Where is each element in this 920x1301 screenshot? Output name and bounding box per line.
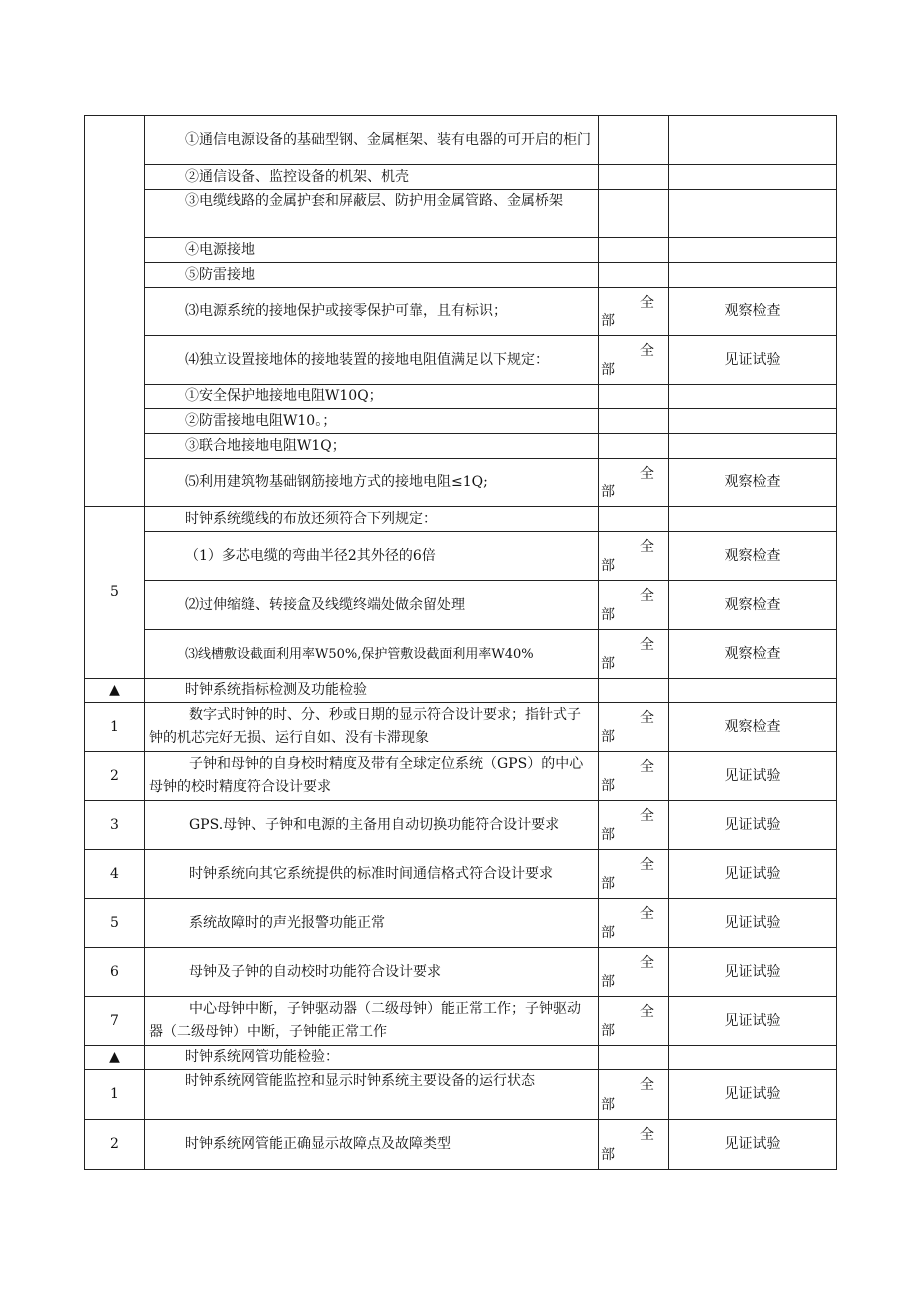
scope-cell [599,1070,669,1120]
scope-cell [599,336,669,385]
table-row [85,532,837,581]
item-number-cell: 2 [85,1120,145,1170]
table-row [85,752,837,801]
scope-bottom: 部 [601,778,615,794]
scope-bottom: 部 [601,876,615,892]
table-row [85,997,837,1046]
table-row [85,1120,837,1170]
scope-bottom: 部 [601,558,615,574]
scope-bottom: 部 [601,313,615,329]
method-cell: 见证试验 [669,997,837,1046]
table-row [85,409,837,434]
method-cell: 见证试验 [669,336,837,385]
item-description: ⑶线槽敷设截面利用率W50%,保护管敷设截面利用率W40% [145,630,599,679]
method-cell [669,238,837,263]
method-cell: 见证试验 [669,1120,837,1170]
scope-cell [599,409,669,434]
method-cell [669,385,837,409]
scope-cell [599,948,669,997]
section-marker: ▲ [85,1046,145,1070]
scope-top: 全 [640,710,654,726]
scope-cell [599,459,669,507]
scope-bottom: 部 [601,484,615,500]
scope-cell [599,997,669,1046]
scope-cell [599,679,669,703]
scope-cell [599,190,669,238]
method-cell: 见证试验 [669,752,837,801]
scope-cell [599,263,669,288]
method-cell [669,116,837,165]
scope-bottom: 部 [601,362,615,378]
scope-cell [599,899,669,948]
table-row [85,459,837,507]
item-description: GPS.母钟、子钟和电源的主备用自动切换功能符合设计要求 [145,801,599,850]
scope-top: 全 [640,955,654,971]
scope-bottom: 部 [601,827,615,843]
item-number-cell: 5 [85,899,145,948]
method-cell [669,679,837,703]
item-description: 时钟系统向其它系统提供的标准时间通信格式符合设计要求 [145,850,599,899]
item-description: 母钟及子钟的自动校时功能符合设计要求 [145,948,599,997]
table-row [85,263,837,288]
method-cell [669,1046,837,1070]
scope-cell [599,850,669,899]
table-row [85,190,837,238]
item-number-cell: 1 [85,703,145,752]
method-cell [669,190,837,238]
item-description: ⑵过伸缩缝、转接盒及线缆终端处做余留处理 [145,581,599,630]
item-number-cell: 1 [85,1070,145,1120]
item-number-cell [85,116,145,507]
section-marker: ▲ [85,679,145,703]
method-cell: 见证试验 [669,850,837,899]
item-description: 时钟系统缆线的布放还须符合下列规定： [145,507,599,532]
scope-bottom: 部 [601,1147,615,1163]
table-row [85,288,837,336]
scope-bottom: 部 [601,974,615,990]
scope-top: 全 [640,343,654,359]
scope-top: 全 [640,1077,654,1093]
method-cell [669,507,837,532]
scope-cell [599,630,669,679]
table-row [85,385,837,409]
item-description: ⑤防雷接地 [145,263,599,288]
scope-top: 全 [640,295,654,311]
scope-bottom: 部 [601,656,615,672]
item-description: 数字式时钟的时、分、秒或日期的显示符合设计要求；指针式子钟的机芯完好无损、运行自如、没有卡滞现象 [145,703,599,752]
item-description: ③联合地接地电阻W1Q； [145,434,599,459]
scope-cell [599,385,669,409]
method-cell: 观察检查 [669,630,837,679]
item-description: 时钟系统网管能监控和显示时钟系统主要设备的运行状态 [145,1070,599,1120]
table-row [85,116,837,165]
scope-top: 全 [640,1004,654,1020]
method-cell [669,263,837,288]
scope-bottom: 部 [601,729,615,745]
scope-bottom: 部 [601,607,615,623]
table-row [85,801,837,850]
item-description: ⑷独立设置接地体的接地装置的接地电阻值满足以下规定： [145,336,599,385]
method-cell: 观察检查 [669,532,837,581]
scope-top: 全 [640,1127,654,1143]
scope-cell [599,116,669,165]
scope-cell [599,752,669,801]
method-cell [669,409,837,434]
item-description: （1）多芯电缆的弯曲半径2其外径的6倍 [145,532,599,581]
table-row [85,1046,837,1070]
table-row [85,948,837,997]
item-description: 中心母钟中断，子钟驱动器（二级母钟）能正常工作；子钟驱动器（二级母钟）中断，子钟能正常工作 [145,997,599,1046]
scope-bottom: 部 [601,925,615,941]
method-cell: 见证试验 [669,899,837,948]
item-number-cell: 6 [85,948,145,997]
scope-top: 全 [640,906,654,922]
table-row [85,165,837,190]
method-cell: 观察检查 [669,581,837,630]
scope-cell [599,238,669,263]
scope-bottom: 部 [601,1097,615,1113]
item-description: ②防雷接地电阻W10。； [145,409,599,434]
method-cell: 观察检查 [669,459,837,507]
scope-top: 全 [640,857,654,873]
scope-top: 全 [640,637,654,653]
item-description: ⑶电源系统的接地保护或接零保护可靠，且有标识； [145,288,599,336]
method-cell: 见证试验 [669,948,837,997]
scope-cell [599,1120,669,1170]
table-row [85,850,837,899]
table-row [85,581,837,630]
item-number-cell: 3 [85,801,145,850]
item-description: ⑸利用建筑物基础钢筋接地方式的接地电阻≤1Q; [145,459,599,507]
table-row [85,507,837,532]
scope-bottom: 部 [601,1023,615,1039]
method-cell: 见证试验 [669,801,837,850]
item-description: ④电源接地 [145,238,599,263]
scope-cell [599,703,669,752]
method-cell [669,165,837,190]
item-description: 时钟系统网管能正确显示故障点及故障类型 [145,1120,599,1170]
table-row [85,703,837,752]
item-description: 子钟和母钟的自身校时精度及带有全球定位系统（GPS）的中心母钟的校时精度符合设计要求 [145,752,599,801]
table-row [85,679,837,703]
method-cell: 观察检查 [669,703,837,752]
section-title: 时钟系统指标检测及功能检验 [145,679,599,703]
scope-top: 全 [640,539,654,555]
scope-cell [599,581,669,630]
scope-top: 全 [640,759,654,775]
item-description: ③电缆线路的金属护套和屏蔽层、防护用金属管路、金属桥架 [145,190,599,238]
scope-top: 全 [640,466,654,482]
scope-cell [599,801,669,850]
inspection-table [84,115,837,1170]
item-description: ①安全保护地接地电阻W10Q； [145,385,599,409]
scope-top: 全 [640,588,654,604]
table-row [85,899,837,948]
item-description: ②通信设备、监控设备的机架、机壳 [145,165,599,190]
scope-cell [599,1046,669,1070]
scope-cell [599,507,669,532]
table-row [85,1070,837,1120]
scope-cell [599,434,669,459]
table-row [85,434,837,459]
scope-top: 全 [640,808,654,824]
scope-cell [599,288,669,336]
method-cell: 观察检查 [669,288,837,336]
scope-cell [599,532,669,581]
section-title: 时钟系统网管功能检验： [145,1046,599,1070]
item-description: ①通信电源设备的基础型钢、金属框架、装有电器的可开启的柜门 [145,116,599,165]
method-cell [669,434,837,459]
table-row [85,238,837,263]
item-number-cell: 4 [85,850,145,899]
table-row [85,630,837,679]
item-description: 系统故障时的声光报警功能正常 [145,899,599,948]
item-number-cell: 5 [85,507,145,679]
item-number-cell: 7 [85,997,145,1046]
method-cell: 见证试验 [669,1070,837,1120]
scope-cell [599,165,669,190]
table-row [85,336,837,385]
item-number-cell: 2 [85,752,145,801]
